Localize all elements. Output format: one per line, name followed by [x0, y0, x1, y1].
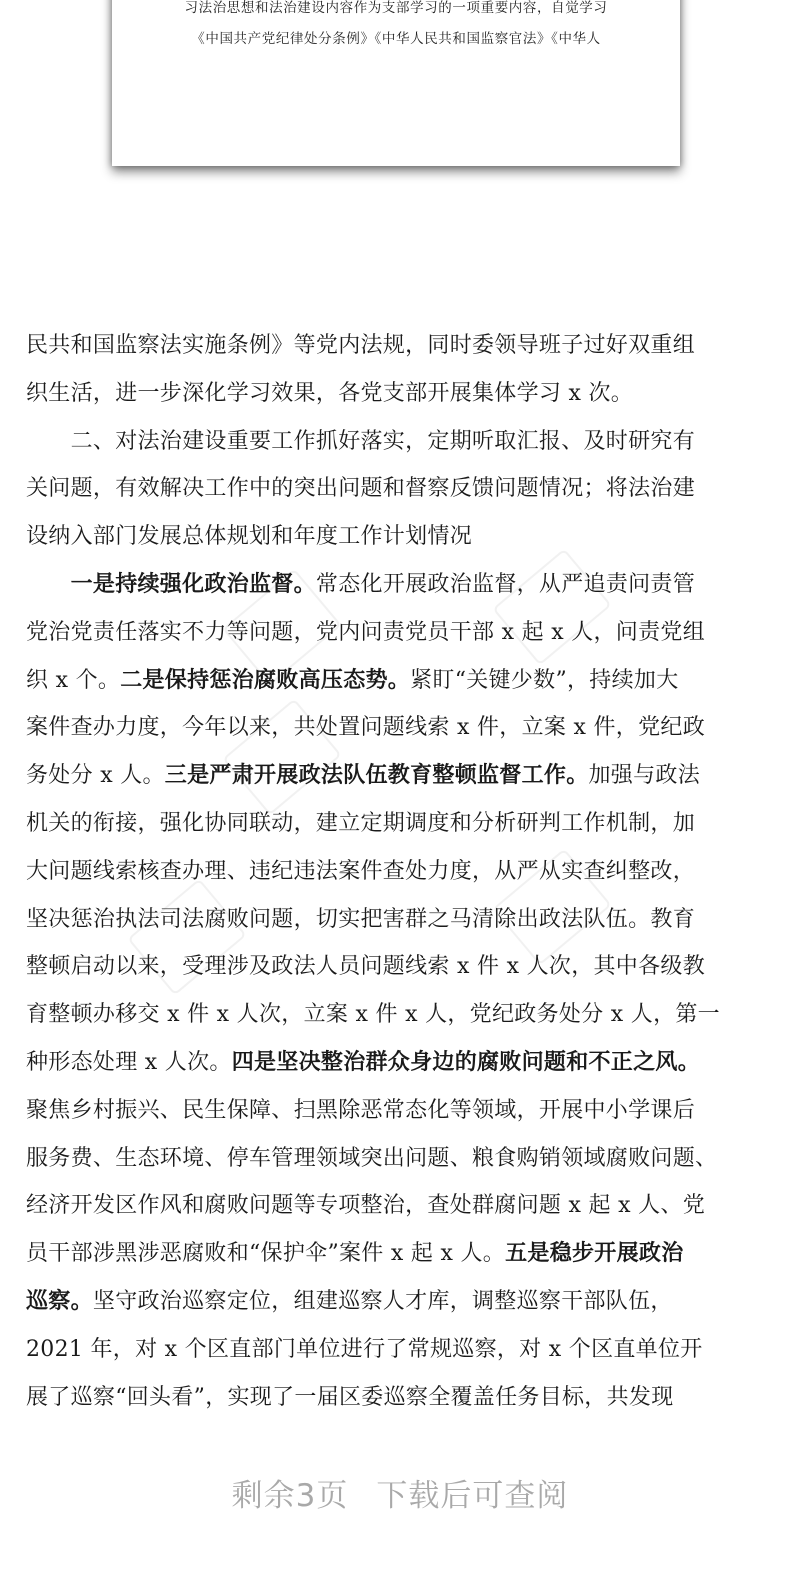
text-line	[26, 943, 786, 991]
text-line	[26, 609, 786, 657]
text-line	[26, 1135, 786, 1183]
text-run: 党治党责任落实不力等问题，党内问责党员干部 x 起 x 人，问责党组	[26, 619, 705, 645]
text-run: 服务费、生态环境、停车管理领域突出问题、粮食购销领域腐败问题、	[26, 1145, 718, 1171]
text-run: 设纳入部门发展总体规划和年度工作计划情况	[26, 524, 473, 550]
bold-heading-run: 一是持续强化政治监督。	[70, 570, 316, 597]
remaining-pages-label[interactable]: 剩余3页	[231, 1478, 349, 1514]
text-run: 经济开发区作风和腐败问题等专项整治，查处群腐问题 x 起 x 人、党	[26, 1193, 705, 1219]
text-run: 常态化开展政治监督，从严追责问责管	[315, 571, 696, 597]
text-line	[26, 465, 786, 513]
text-line	[26, 848, 786, 896]
text-run	[26, 572, 71, 597]
text-line	[26, 561, 786, 609]
bold-heading-run: 巡察。	[26, 1287, 93, 1314]
text-run: 大问题线索核查办理、违纪违法案件查处力度，从严从实查纠整改，	[26, 858, 696, 884]
text-line	[26, 418, 786, 466]
text-line	[26, 991, 786, 1039]
text-run: 种形态处理 x 人次。	[26, 1049, 232, 1075]
text-line	[26, 322, 786, 370]
text-line	[26, 800, 786, 848]
text-line	[26, 752, 786, 800]
text-run: 织 x 个。	[26, 667, 121, 693]
bold-heading-run: 三是严肃开展政法队伍教育整顿监督工作。	[164, 762, 589, 789]
text-run: 务处分 x 人。	[26, 763, 165, 789]
bold-heading-run: 五是稳步开展政治	[505, 1240, 684, 1267]
preview-line: 习法治思想和法治建设内容作为支部学习的一项重要内容，自觉学习	[184, 0, 608, 16]
text-run: 紧盯“关键少数”，持续加大	[410, 667, 679, 693]
document-body	[26, 322, 786, 1421]
download-prompt[interactable]	[0, 1470, 800, 1515]
text-run: 二、对法治建设重要工作抓好落实，定期听取汇报、及时研究有	[26, 428, 696, 454]
text-line	[26, 1039, 786, 1087]
text-line	[26, 513, 786, 561]
text-line	[26, 657, 786, 705]
text-line	[26, 1182, 786, 1230]
bold-heading-run: 四是坚决整治群众身边的腐败问题和不正之风。	[231, 1048, 701, 1075]
preview-page-card	[112, 0, 680, 166]
text-line	[26, 1278, 786, 1326]
text-run: 加强与政法	[588, 763, 701, 789]
text-line	[26, 704, 786, 752]
bold-heading-run: 二是保持惩治腐败高压态势。	[120, 666, 411, 693]
preview-line: 《中国共产党纪律处分条例》《中华人民共和国监察官法》《中华人	[191, 31, 601, 47]
text-run: 机关的衔接，强化协同联动，建立定期调度和分析研判工作机制，加	[26, 810, 696, 836]
text-run: 育整顿办移交 x 件 x 人次，立案 x 件 x 人，党纪政务处分 x 人，第一	[26, 1002, 720, 1028]
text-run: 民共和国监察法实施条例》等党内法规，同时委领导班子过好双重组	[26, 333, 696, 358]
text-line	[26, 1230, 786, 1278]
text-line	[26, 896, 786, 944]
text-run: 员干部涉黑涉恶腐败和“保护伞”案件 x 起 x 人。	[26, 1241, 506, 1267]
text-run: 坚守政治巡察定位，组建巡察人才库，调整巡察干部队伍，	[92, 1288, 673, 1314]
text-run: 2021 年，对 x 个区直部门单位进行了常规巡察，对 x 个区直单位开	[26, 1336, 703, 1362]
text-run: 坚决惩治执法司法腐败问题，切实把害群之马清除出政法队伍。教育	[26, 906, 696, 932]
text-line	[26, 1326, 786, 1374]
text-run: 聚焦乡村振兴、民生保障、扫黑除恶常态化等领域，开展中小学课后	[26, 1097, 696, 1123]
text-run: 整顿启动以来，受理涉及政法人员问题线索 x 件 x 人次，其中各级教	[26, 954, 705, 980]
text-run: 案件查办力度，今年以来，共处置问题线索 x 件，立案 x 件，党纪政	[26, 715, 705, 741]
text-run: 展了巡察“回头看”，实现了一届区委巡察全覆盖任务目标，共发现	[26, 1384, 674, 1410]
text-line	[26, 370, 786, 418]
text-run: 织生活，进一步深化学习效果，各党支部开展集体学习 x 次。	[26, 380, 634, 406]
text-line	[26, 1087, 786, 1135]
text-line	[26, 1374, 786, 1422]
text-run: 关问题，有效解决工作中的突出问题和督察反馈问题情况；将法治建	[26, 476, 696, 502]
download-to-view-label[interactable]: 下载后可查阅	[376, 1478, 569, 1514]
